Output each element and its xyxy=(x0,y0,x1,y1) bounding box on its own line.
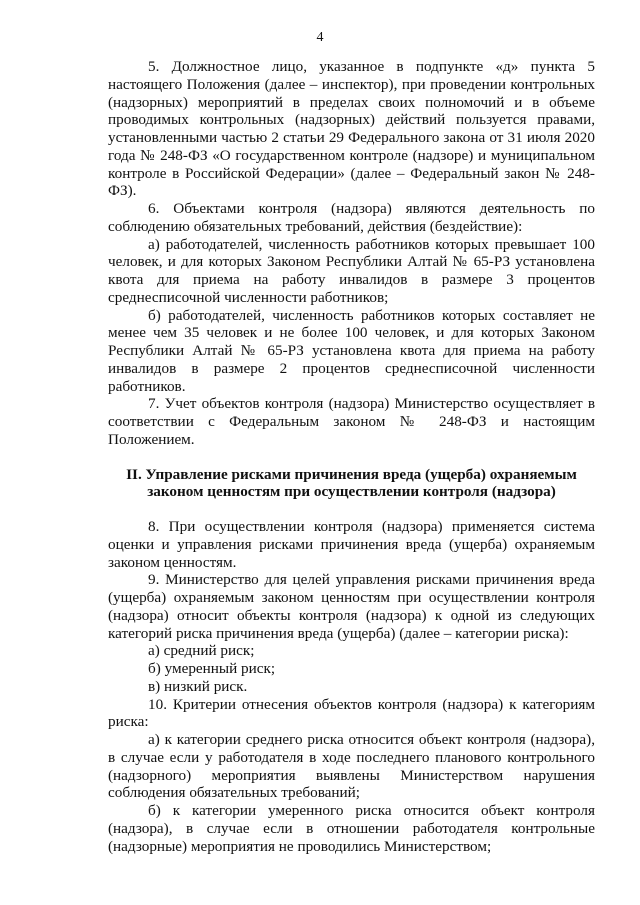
section-spacer xyxy=(108,449,595,466)
section-heading: II. Управление рисками причинения вреда (ущерба) охраняемым законом ценностям при осуществлении контроля (надзора) xyxy=(126,465,577,501)
paragraph-6: 6. Объектами контроля (надзора) являются деятельность по соблюдению обязательных требований, действия (бездействие): xyxy=(108,200,595,235)
paragraph-8: 8. При осуществлении контроля (надзора) применяется система оценки и управления рисками причинения вреда (ущерба) охраняемым законом ценностям. xyxy=(108,518,595,571)
page-number: 4 xyxy=(316,30,324,45)
risk-item-a: а) средний риск; xyxy=(148,642,255,660)
paragraph-10a: а) к категории среднего риска относится объект контроля (надзора), в случае если у работодателя в ходе последнего планового контрольного (надзорного) мероприятия выявлены Министерством нарушения соблюдения обязательных требований; xyxy=(108,731,595,802)
paragraph-6a: а) работодателей, численность работников которых превышает 100 человек, и для которых Законом Республики Алтай № 65-РЗ установлена квота для приема на работу инвалидов в размере 3 процентов среднесписочной численности работников; xyxy=(108,235,595,306)
paragraph-9: 9. Министерство для целей управления рисками причинения вреда (ущерба) охраняемым законом ценностям при осуществлении контроля (надзора) относит объекты контроля (надзора) к одной из следующих категорий риска причинения вреда (ущерба) (далее – категории риска): xyxy=(108,571,595,642)
section-spacer xyxy=(108,501,595,518)
paragraph-6b: б) работодателей, численность работников которых составляет не менее чем 35 человек и не более 100 человек, и для которых Законом Республики Алтай № 65-РЗ установлена квота для приема на работу инвалидов в размере 2 процентов среднесписочной численности работников. xyxy=(108,306,595,395)
paragraph-5: 5. Должностное лицо, указанное в подпункте «д» пункта 5 настоящего Положения (далее – инспектор), при проведении контрольных (надзорных) мероприятий в пределах своих полномочий и в объеме проводимых контрольных (надзорных) действий пользуется правами, установленными частью 2 статьи 29 Федерального закона от 31 июля 2020 года № 248-ФЗ «О государственном контроле (надзоре) и муниципальном контроле в Российской Федерации» (далее – Федеральный закон № 248-ФЗ). xyxy=(108,58,595,200)
paragraph-10: 10. Критерии отнесения объектов контроля (надзора) к категориям риска: xyxy=(108,695,595,731)
risk-item-b: б) умеренный риск; xyxy=(148,660,276,677)
paragraph-10b: б) к категории умеренного риска относится объект контроля (надзора), в случае если в отношении работодателя контрольные (надзорные) мероприятия не проводились Министерством; xyxy=(108,802,595,855)
document-body xyxy=(108,58,595,855)
paragraph-7: 7. Учет объектов контроля (надзора) Министерство осуществляет в соответствии с Федеральным законом № 248-ФЗ и настоящим Положением. xyxy=(108,395,595,448)
risk-item-c: в) низкий риск. xyxy=(148,677,248,695)
